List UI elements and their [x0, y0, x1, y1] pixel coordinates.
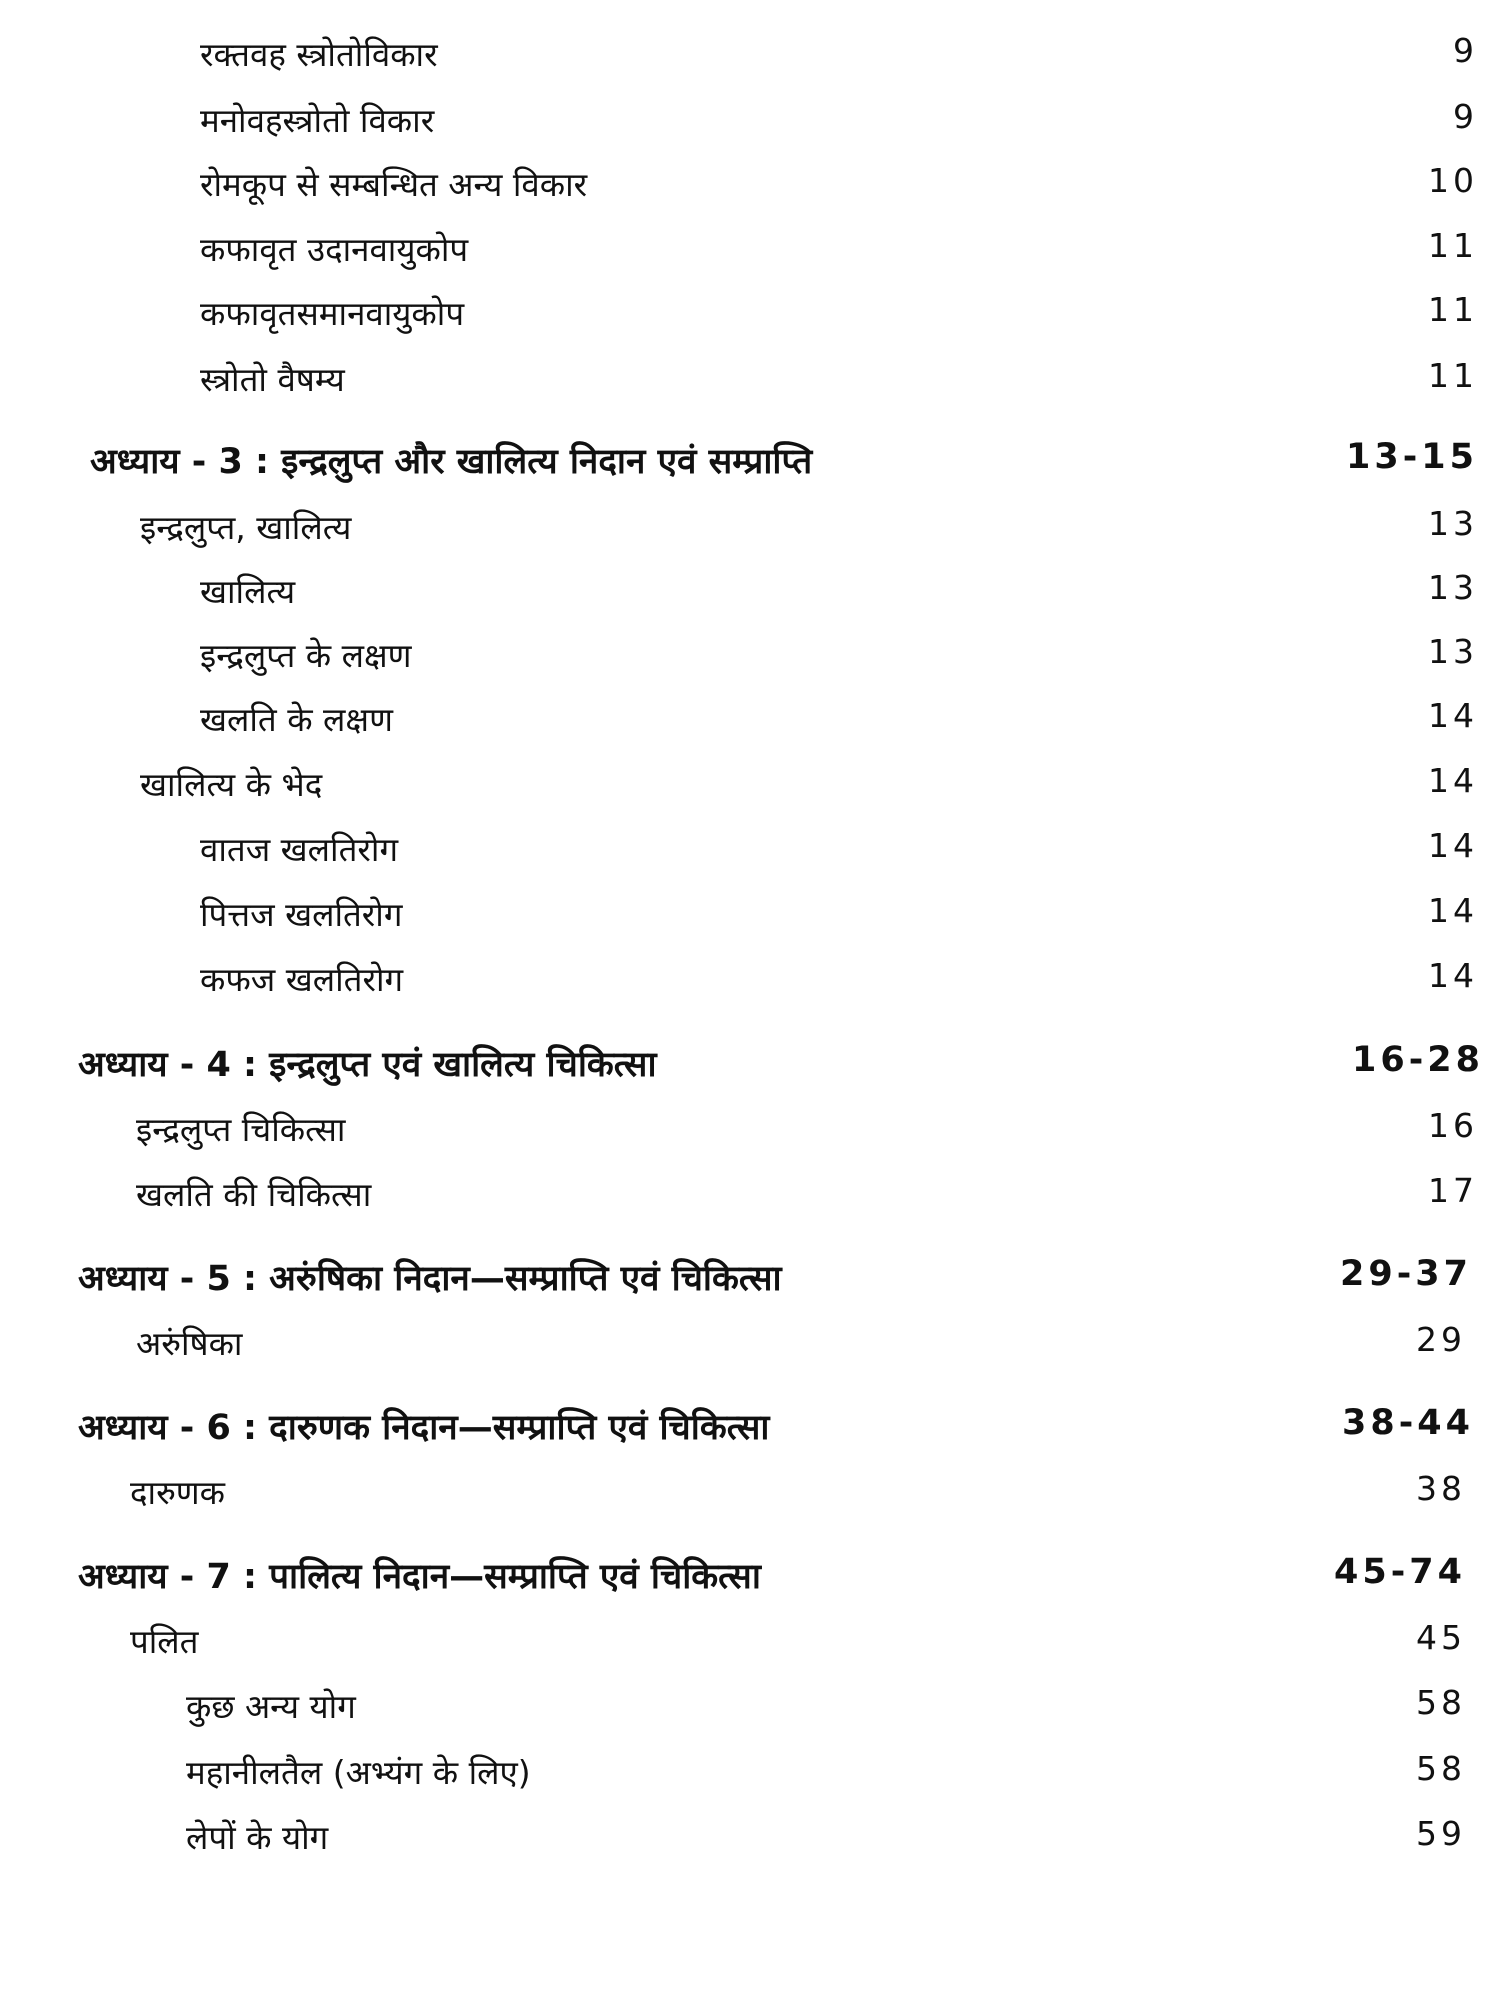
- toc-entry-row: [0, 1320, 1500, 1370]
- entry-page-number: 11: [1428, 226, 1478, 265]
- entry-title: कुछ अन्य योग: [186, 1687, 356, 1726]
- entry-page-number: 29: [1416, 1320, 1466, 1359]
- entry-page-number: 58: [1416, 1749, 1466, 1788]
- entry-title: खालित्य के भेद: [140, 765, 323, 804]
- entry-title: रक्तवह स्त्रोतोविकार: [200, 35, 438, 74]
- entry-page-number: 11: [1428, 290, 1478, 329]
- entry-title: वातज खलतिरोग: [200, 830, 399, 869]
- toc-entry-row: [0, 356, 1500, 406]
- toc-entry-row: [0, 504, 1500, 554]
- entry-page-number: 38: [1416, 1469, 1466, 1508]
- entry-page-number: 59: [1416, 1814, 1466, 1853]
- toc-entry-row: [0, 1814, 1500, 1864]
- toc-entry-row: [0, 290, 1500, 340]
- entry-title: खालित्य: [200, 572, 296, 611]
- entry-page-number: 58: [1416, 1683, 1466, 1722]
- toc-entry-row: [0, 1171, 1500, 1221]
- entry-title: पलित: [130, 1622, 199, 1661]
- toc-entry-row: [0, 568, 1500, 618]
- entry-title: कफज खलतिरोग: [200, 960, 404, 999]
- entry-page-number: 14: [1428, 696, 1478, 735]
- entry-title: पित्तज खलतिरोग: [200, 895, 403, 934]
- entry-page-number: 13: [1428, 632, 1478, 671]
- toc-entry-row: [0, 826, 1500, 876]
- chapter-page-range: 16-28: [1352, 1040, 1484, 1080]
- toc-entry-row: [0, 161, 1500, 211]
- entry-page-number: 17: [1428, 1171, 1478, 1210]
- toc-entry-row: [0, 891, 1500, 941]
- entry-page-number: 16: [1428, 1106, 1478, 1145]
- entry-title: मनोवहस्त्रोतो विकार: [200, 101, 435, 140]
- toc-chapter-row: [0, 1403, 1500, 1456]
- entry-title: इन्द्रलुप्त, खालित्य: [140, 508, 352, 547]
- entry-page-number: 45: [1416, 1618, 1466, 1657]
- entry-title: स्त्रोतो वैषम्य: [200, 360, 345, 399]
- entry-page-number: 14: [1428, 891, 1478, 930]
- chapter-title: अध्याय - 7 : पालित्य निदान—सम्प्राप्ति एवं चिकित्सा: [78, 1557, 761, 1597]
- entry-title: इन्द्रलुप्त के लक्षण: [200, 636, 412, 675]
- toc-entry-row: [0, 1106, 1500, 1156]
- entry-title: इन्द्रलुप्त चिकित्सा: [136, 1110, 346, 1149]
- entry-page-number: 14: [1428, 956, 1478, 995]
- chapter-title: अध्याय - 6 : दारुणक निदान—सम्प्राप्ति एवं चिकित्सा: [78, 1408, 770, 1448]
- entry-page-number: 14: [1428, 761, 1478, 800]
- chapter-title: अध्याय - 4 : इन्द्रलुप्त एवं खालित्य चिकित्सा: [78, 1045, 657, 1085]
- entry-page-number: 10: [1428, 161, 1478, 200]
- toc-chapter-row: [0, 1552, 1500, 1605]
- entry-title: खलति के लक्षण: [200, 700, 393, 739]
- chapter-page-range: 29-37: [1340, 1254, 1472, 1294]
- entry-page-number: 14: [1428, 826, 1478, 865]
- toc-entry-row: [0, 696, 1500, 746]
- chapter-page-range: 13-15: [1346, 437, 1478, 477]
- chapter-page-range: 45-74: [1334, 1552, 1466, 1592]
- entry-title: खलति की चिकित्सा: [136, 1175, 372, 1214]
- entry-title: कफावृत उदानवायुकोप: [200, 230, 469, 269]
- toc-entry-row: [0, 31, 1500, 81]
- entry-title: अरुंषिका: [136, 1324, 243, 1363]
- chapter-page-range: 38-44: [1342, 1403, 1474, 1443]
- toc-entry-row: [0, 1618, 1500, 1668]
- toc-entry-row: [0, 1749, 1500, 1799]
- toc-entry-row: [0, 956, 1500, 1006]
- toc-chapter-row: [0, 1040, 1500, 1093]
- toc-chapter-row: [0, 1254, 1500, 1307]
- entry-page-number: 9: [1453, 31, 1478, 70]
- entry-title: लेपों के योग: [186, 1818, 329, 1857]
- entry-title: कफावृतसमानवायुकोप: [200, 294, 465, 333]
- toc-entry-row: [0, 226, 1500, 276]
- entry-page-number: 13: [1428, 568, 1478, 607]
- chapter-title: अध्याय - 3 : इन्द्रलुप्त और खालित्य निदान एवं सम्प्राप्ति: [90, 442, 813, 482]
- toc-entry-row: [0, 97, 1500, 147]
- entry-title: महानीलतैल (अभ्यंग के लिए): [186, 1753, 531, 1792]
- entry-page-number: 13: [1428, 504, 1478, 543]
- entry-title: दारुणक: [130, 1473, 226, 1512]
- toc-entry-row: [0, 1469, 1500, 1519]
- chapter-title: अध्याय - 5 : अरुंषिका निदान—सम्प्राप्ति एवं चिकित्सा: [78, 1259, 782, 1299]
- toc-chapter-row: [0, 437, 1500, 490]
- entry-page-number: 9: [1453, 97, 1478, 136]
- entry-page-number: 11: [1428, 356, 1478, 395]
- toc-entry-row: [0, 1683, 1500, 1733]
- entry-title: रोमकूप से सम्बन्धित अन्य विकार: [200, 165, 588, 204]
- toc-entry-row: [0, 632, 1500, 682]
- toc-entry-row: [0, 761, 1500, 811]
